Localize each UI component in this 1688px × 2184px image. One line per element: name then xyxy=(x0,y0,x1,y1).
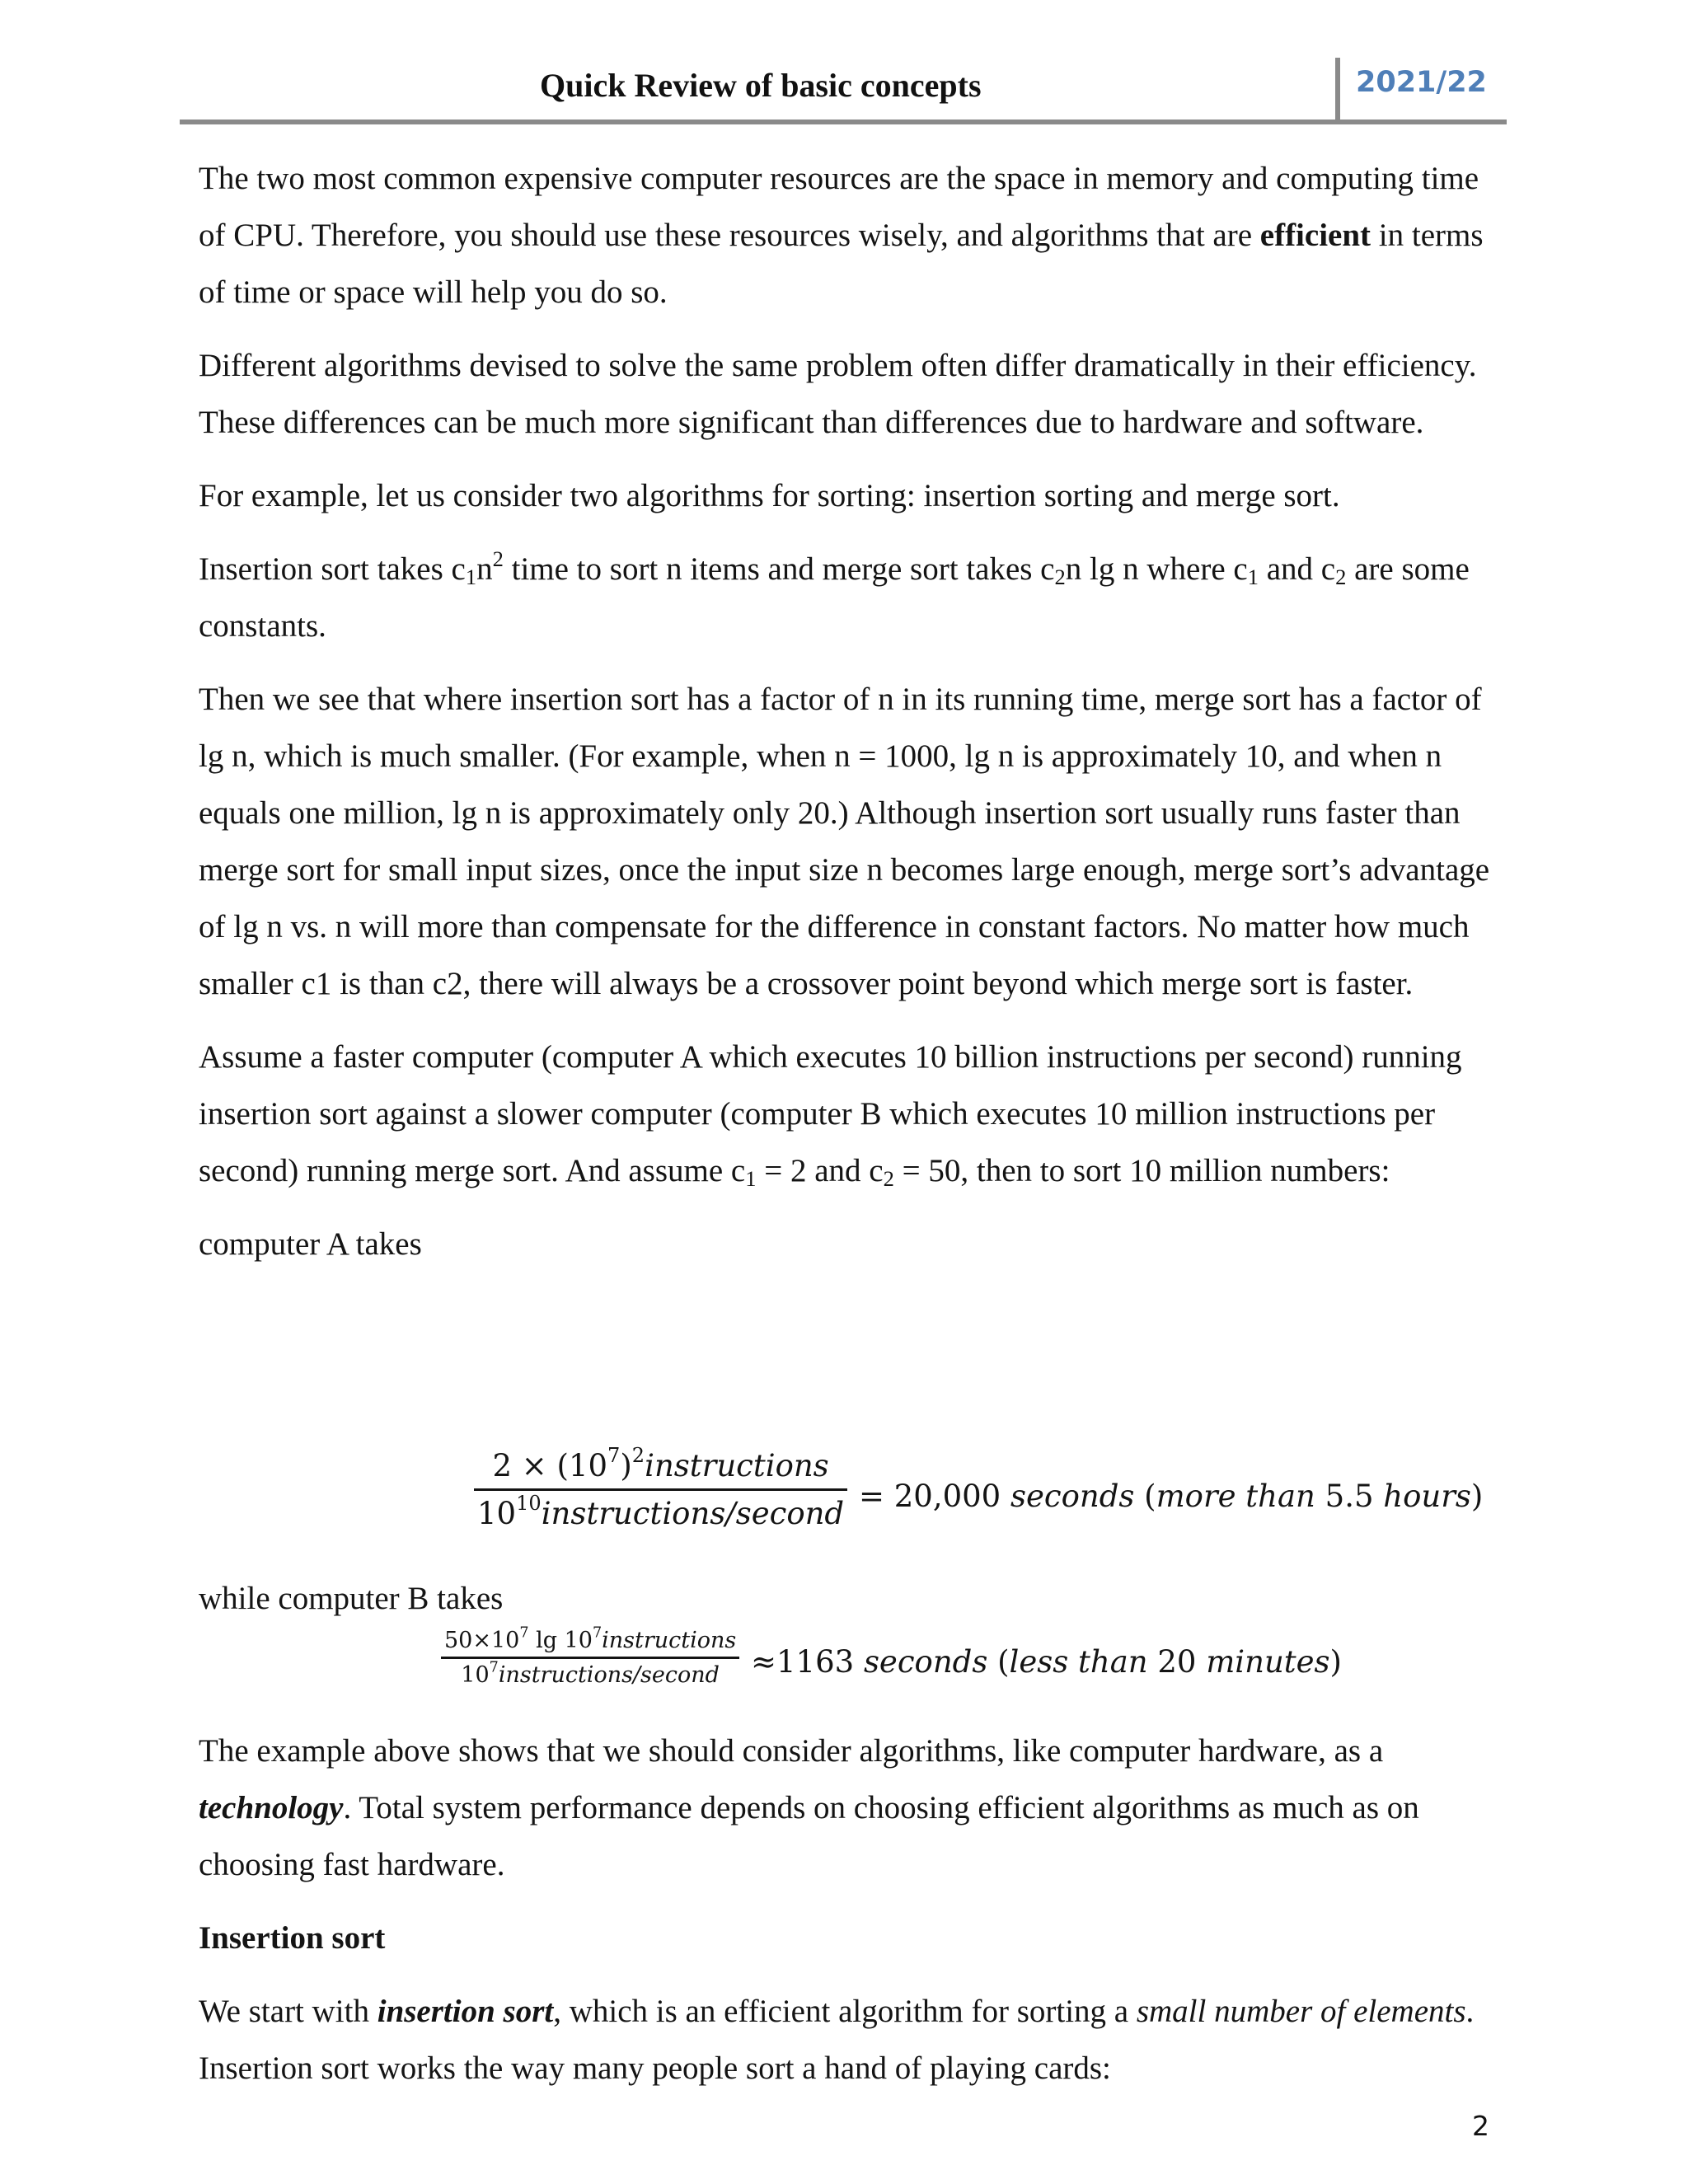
emphasis-efficient: efficient xyxy=(1259,218,1372,253)
paragraph-complexities: Insertion sort takes $c_1n^2$ time to sort n items and merge sort takes $c_2n$ lg n where $c_1$ and $c_2$ are some constants. xyxy=(199,546,1470,644)
paragraph-computer-assumption: Assume a faster computer (computer A which executes 10 billion instructions per second) running insertion sort against a slower computer (computer B which executes 10 million instructions per second) running merge sort. And assume $c_1 = 2$ and $c_2 = 50$, then to sort 10 million numbers: xyxy=(199,1039,1462,1191)
header-rule xyxy=(180,120,1507,124)
paragraph-computer-a-takes: computer A takes xyxy=(199,1226,422,1262)
paragraph-example: For example, let us consider two algorithms for sorting: insertion sorting and merge sort. xyxy=(199,478,1340,513)
header-year: 2021/22 xyxy=(1356,66,1487,99)
fraction-a-denominator: $10^{10}instructions$/second xyxy=(477,1492,845,1531)
fraction-a-numerator: $2 \times (10^7)^2instructions$ xyxy=(474,1448,847,1491)
body-text xyxy=(199,150,1501,1289)
fraction-b-numerator: $50\times 10^7$ $\lg 10^7instructions$ xyxy=(441,1628,739,1659)
paragraph-resources: The two most common expensive computer resources are the space in memory and computing time of CPU. Therefore, you should use these resources wisely, and algorithms that are efficient in terms of time or space will help you do so. xyxy=(199,161,1484,310)
equation-b-result: ≈1163 seconds (less than 20 minutes) xyxy=(751,1644,1342,1680)
fraction-a xyxy=(474,1444,847,1531)
paragraph-technology: The example above shows that we should consider algorithms, like computer hardware, as a technology. Total system performance depends on choosing efficient algorithms as much as on choosing fast hardware. xyxy=(199,1733,1419,1882)
emphasis-small-number: small number of elements xyxy=(1136,1994,1466,2029)
page-number: 2 xyxy=(1472,2110,1489,2142)
paragraph-efficiency: Different algorithms devised to solve the same problem often differ dramatically in their efficiency. These differences can be much more significant than differences due to hardware and software. xyxy=(199,348,1477,440)
section-heading: Insertion sort xyxy=(199,1920,386,1956)
emphasis-insertion-sort: insertion sort xyxy=(377,1994,554,2029)
body-text-3 xyxy=(199,1722,1501,2113)
paragraph-insertion-sort-intro: We start with insertion sort, which is an efficient algorithm for sorting a small number of elements. Insertion sort works the way many people sort a hand of playing cards: xyxy=(199,1994,1475,2086)
paragraph-growth-comparison: Then we see that where insertion sort has a factor of n in its running time, merge sort has a factor of lg n, which is much smaller. (For example, when n = 1000, lg n is approximately 10, and when n equals one million, lg n is approximately only 20.) Although insertion sort usually runs faster than merge sort for small input sizes, once the input size n becomes large enough, merge sort’s advantage of lg n vs. n will more than compensate for the difference in constant factors. No matter how much smaller c1 is than c2, there will always be a crossover point beyond which merge sort is faster. xyxy=(199,682,1490,1001)
fraction-b xyxy=(441,1624,739,1688)
paragraph-computer-b-takes: while computer B takes xyxy=(199,1581,504,1616)
header-title: Quick Review of basic concepts xyxy=(540,67,982,104)
fraction-b-denominator: $10^7instructions$/second xyxy=(461,1659,720,1688)
header-divider-vertical xyxy=(1335,58,1340,122)
equation-computer-b xyxy=(441,1624,1342,1688)
emphasis-technology: technology xyxy=(199,1790,344,1825)
body-text-2 xyxy=(199,1570,1501,1643)
equation-computer-a xyxy=(474,1444,1484,1531)
equation-a-result: = 20,000 seconds (more than 5.5 hours) xyxy=(859,1479,1484,1514)
